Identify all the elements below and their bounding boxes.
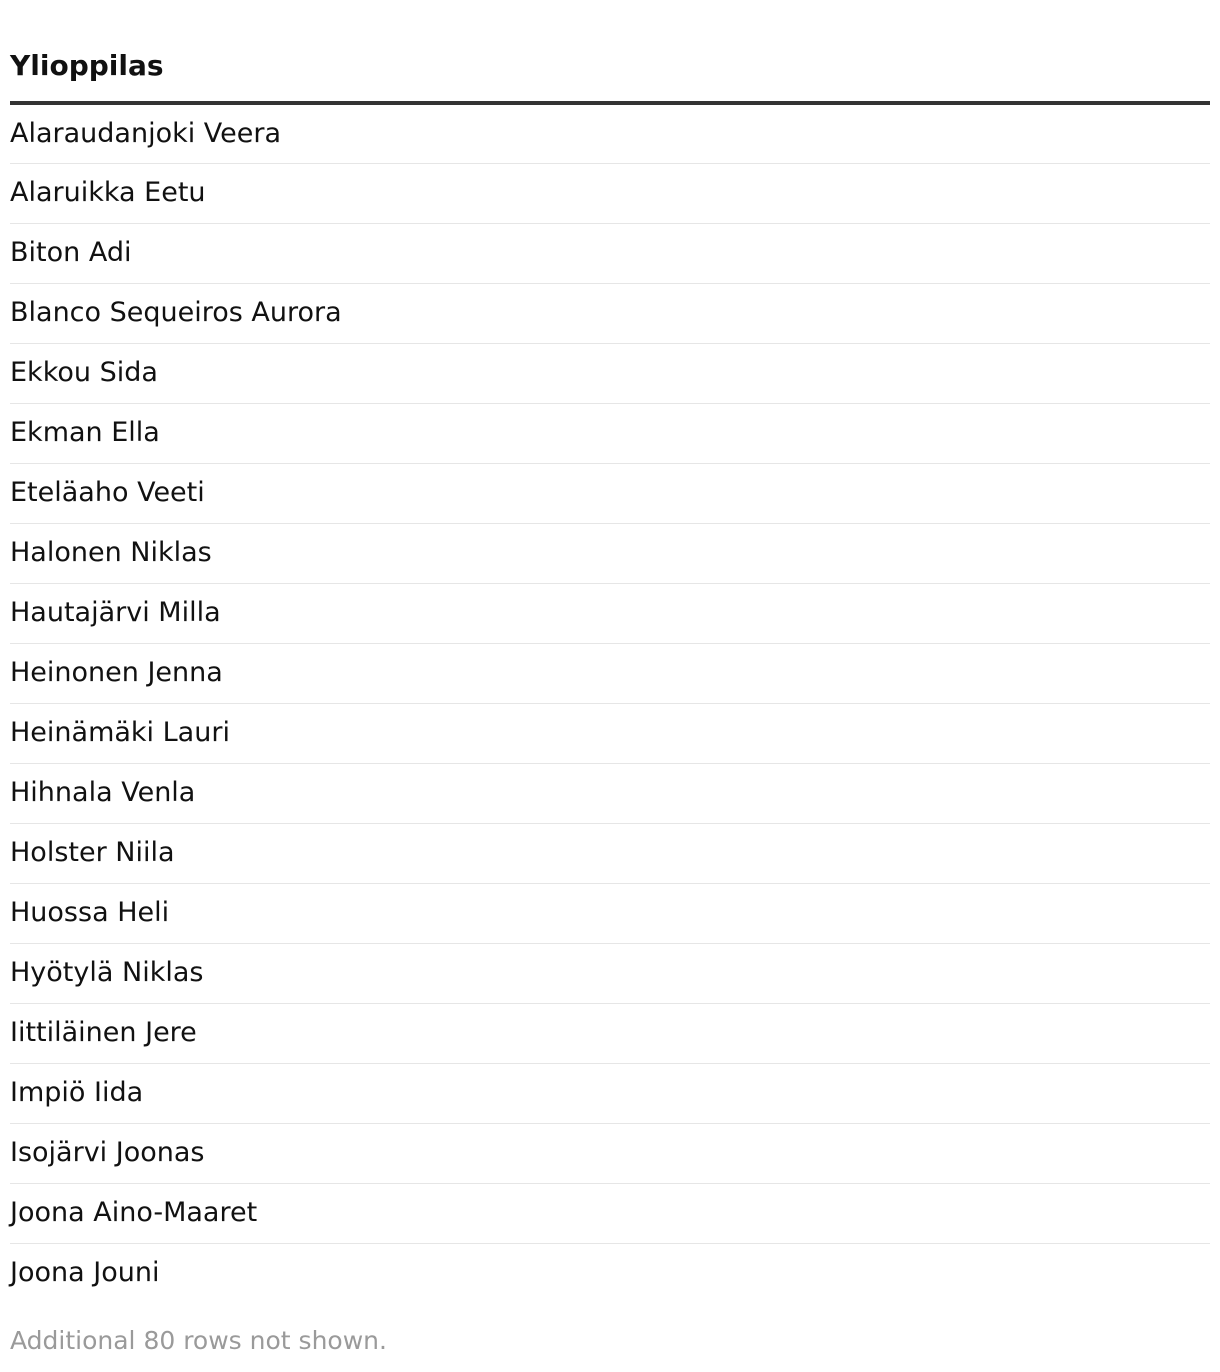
- student-name-cell: Blanco Sequeiros Aurora: [10, 283, 1210, 343]
- student-name-cell: Hihnala Venla: [10, 763, 1210, 823]
- student-name-cell: Eteläaho Veeti: [10, 463, 1210, 523]
- student-name-cell: Alaraudanjoki Veera: [10, 103, 1210, 163]
- student-name-cell: Heinämäki Lauri: [10, 703, 1210, 763]
- table-row: [10, 1123, 1210, 1183]
- table-row: [10, 883, 1210, 943]
- student-name-cell: Biton Adi: [10, 223, 1210, 283]
- table-row: [10, 763, 1210, 823]
- table-row: [10, 223, 1210, 283]
- student-name-cell: Heinonen Jenna: [10, 643, 1210, 703]
- student-name-cell: Joona Aino-Maaret: [10, 1183, 1210, 1243]
- table-container: [10, 0, 1210, 1356]
- student-name-cell: Isojärvi Joonas: [10, 1123, 1210, 1183]
- table-header-row: [10, 0, 1210, 103]
- table-row: [10, 703, 1210, 763]
- table-row: [10, 103, 1210, 163]
- student-name-cell: Huossa Heli: [10, 883, 1210, 943]
- table-row: [10, 943, 1210, 1003]
- student-name-cell: Holster Niila: [10, 823, 1210, 883]
- student-name-cell: Alaruikka Eetu: [10, 163, 1210, 223]
- student-name-cell: Hautajärvi Milla: [10, 583, 1210, 643]
- student-name-cell: Iittiläinen Jere: [10, 1003, 1210, 1063]
- table-row: [10, 523, 1210, 583]
- table-row: [10, 1183, 1210, 1243]
- table-body: [10, 103, 1210, 1303]
- table-row: [10, 643, 1210, 703]
- column-header-ylioppilas[interactable]: Ylioppilas: [10, 0, 1210, 103]
- student-name-cell: Impiö Iida: [10, 1063, 1210, 1123]
- student-name-cell: Ekkou Sida: [10, 343, 1210, 403]
- table-row: [10, 163, 1210, 223]
- table-row: [10, 343, 1210, 403]
- student-name-cell: Ekman Ella: [10, 403, 1210, 463]
- student-table: [10, 0, 1210, 1303]
- student-name-cell: Hyötylä Niklas: [10, 943, 1210, 1003]
- table-row: [10, 1243, 1210, 1303]
- table-row: [10, 463, 1210, 523]
- table-row: [10, 823, 1210, 883]
- table-row: [10, 283, 1210, 343]
- student-name-cell: Joona Jouni: [10, 1257, 160, 1289]
- table-row: [10, 583, 1210, 643]
- table-row: [10, 1003, 1210, 1063]
- rows-not-shown-note: Additional 80 rows not shown.: [10, 1326, 387, 1355]
- student-name-cell: Halonen Niklas: [10, 523, 1210, 583]
- table-row: [10, 1063, 1210, 1123]
- table-row: [10, 403, 1210, 463]
